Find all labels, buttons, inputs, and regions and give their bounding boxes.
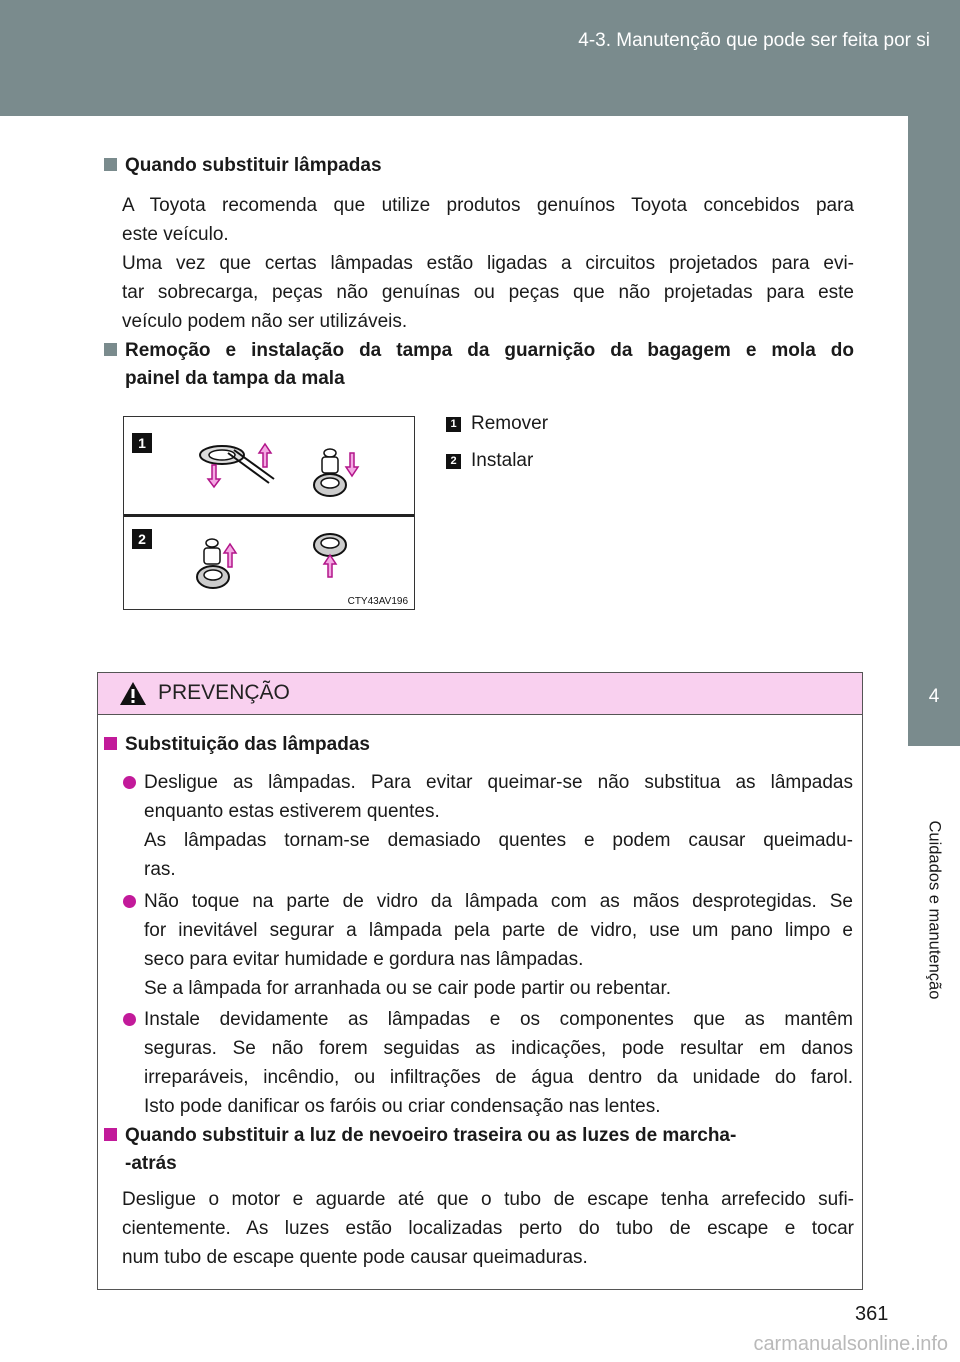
text-line: cientemente. As luzes estão localizadas perto do tubo de escape e tocar xyxy=(122,1218,854,1239)
section-heading-trim-cover: Remoção e instalação da tampa da guarnição da bagagem e mola do painel da tampa da mala xyxy=(104,337,854,393)
legend-install xyxy=(446,447,533,475)
text-line: Se a lâmpada for arranhada ou se cair pode partir ou rebentar. xyxy=(144,978,672,999)
warning-triangle-icon xyxy=(119,681,147,706)
text-line: Não toque na parte de vidro da lâmpada com as mãos desprotegidas. Se xyxy=(144,891,853,912)
square-bullet-icon xyxy=(104,737,117,750)
caution-title: PREVENÇÃO xyxy=(158,681,290,704)
section-title: 4-3. Manutenção que pode ser feita por si xyxy=(578,30,930,51)
legend-text: Remover xyxy=(471,413,549,434)
chapter-number: 4 xyxy=(928,686,940,707)
text-line: Desligue as lâmpadas. Para evitar queimar-se não substitua as lâmpadas xyxy=(144,772,853,793)
side-tab-upper xyxy=(908,116,960,256)
clip-pulled-graphic xyxy=(314,449,358,496)
section-heading-bulb-replacement: Quando substituir lâmpadas xyxy=(104,152,382,180)
square-bullet-icon xyxy=(104,1128,117,1141)
bullet-dot-icon xyxy=(123,895,136,908)
caution-bullet xyxy=(123,887,853,1003)
legend-number: 2 xyxy=(446,454,461,469)
text-line: seguras. Se não forem seguidas as indicações, pode resultar em danos xyxy=(144,1038,853,1059)
chapter-label: Cuidados e manutenção xyxy=(925,820,944,1000)
clip-seated-graphic xyxy=(314,534,346,577)
figure-step-1-label: 1 xyxy=(132,433,152,453)
caution-bullet xyxy=(123,768,853,884)
text-line: Instale devidamente as lâmpadas e os componentes que as mantêm xyxy=(144,1009,853,1030)
text-line: num tubo de escape quente pode causar queimaduras. xyxy=(122,1247,588,1268)
text-line: tar sobrecarga, peças não genuínas ou peças que não projetadas para este xyxy=(122,282,854,303)
text-line: ras. xyxy=(144,859,176,880)
clip-illustration xyxy=(124,417,414,609)
legend-remove xyxy=(446,410,548,438)
bullet-dot-icon xyxy=(123,1013,136,1026)
text-line: seco para evitar humidade e gordura nas lâmpadas. xyxy=(144,949,584,970)
bullet-dot-icon xyxy=(123,776,136,789)
text-line: Isto pode danificar os faróis ou criar condensação nas lentes. xyxy=(144,1096,661,1117)
caution-paragraph xyxy=(122,1185,854,1272)
text-line: este veículo. xyxy=(122,224,229,245)
caution-header xyxy=(98,673,862,715)
section1-paragraph xyxy=(122,191,854,336)
legend-number: 1 xyxy=(446,417,461,432)
text-line: Desligue o motor e aguarde até que o tubo de escape tenha arrefecido sufi- xyxy=(122,1189,854,1210)
chapter-tab xyxy=(908,256,960,746)
text-line: Uma vez que certas lâmpadas estão ligadas a circuitos projetados para evi- xyxy=(122,253,854,274)
page-number: 361 xyxy=(855,1303,889,1325)
remove-clip-graphic xyxy=(200,444,274,487)
clip-removal-figure xyxy=(123,416,415,610)
header-bar xyxy=(0,0,960,116)
watermark: carmanualsonline.info xyxy=(753,1333,948,1355)
install-clip-graphic xyxy=(197,539,236,588)
square-bullet-icon xyxy=(104,343,117,356)
text-line: enquanto estas estiverem quentes. xyxy=(144,801,440,822)
text-line: veículo podem não ser utilizáveis. xyxy=(122,311,408,332)
legend-text: Instalar xyxy=(471,450,534,471)
caution-heading-bulbs: Substituição das lâmpadas xyxy=(104,731,370,759)
text-line: A Toyota recomenda que utilize produtos genuínos Toyota concebidos para xyxy=(122,195,854,216)
text-line: irreparáveis, incêndio, ou infiltrações de água dentro da unidade do farol. xyxy=(144,1067,853,1088)
figure-step-2-label: 2 xyxy=(132,529,152,549)
text-line: As lâmpadas tornam-se demasiado quentes e podem causar queimadu- xyxy=(144,830,853,851)
figure-code: CTY43AV196 xyxy=(347,596,408,607)
caution-bullet xyxy=(123,1005,853,1121)
caution-heading-fog-reverse: Quando substituir a luz de nevoeiro traseira ou as luzes de marcha- -atrás xyxy=(104,1122,736,1178)
caution-box xyxy=(97,672,863,1290)
text-line: for inevitável segurar a lâmpada pela parte de vidro, use um pano limpo e xyxy=(144,920,853,941)
square-bullet-icon xyxy=(104,158,117,171)
